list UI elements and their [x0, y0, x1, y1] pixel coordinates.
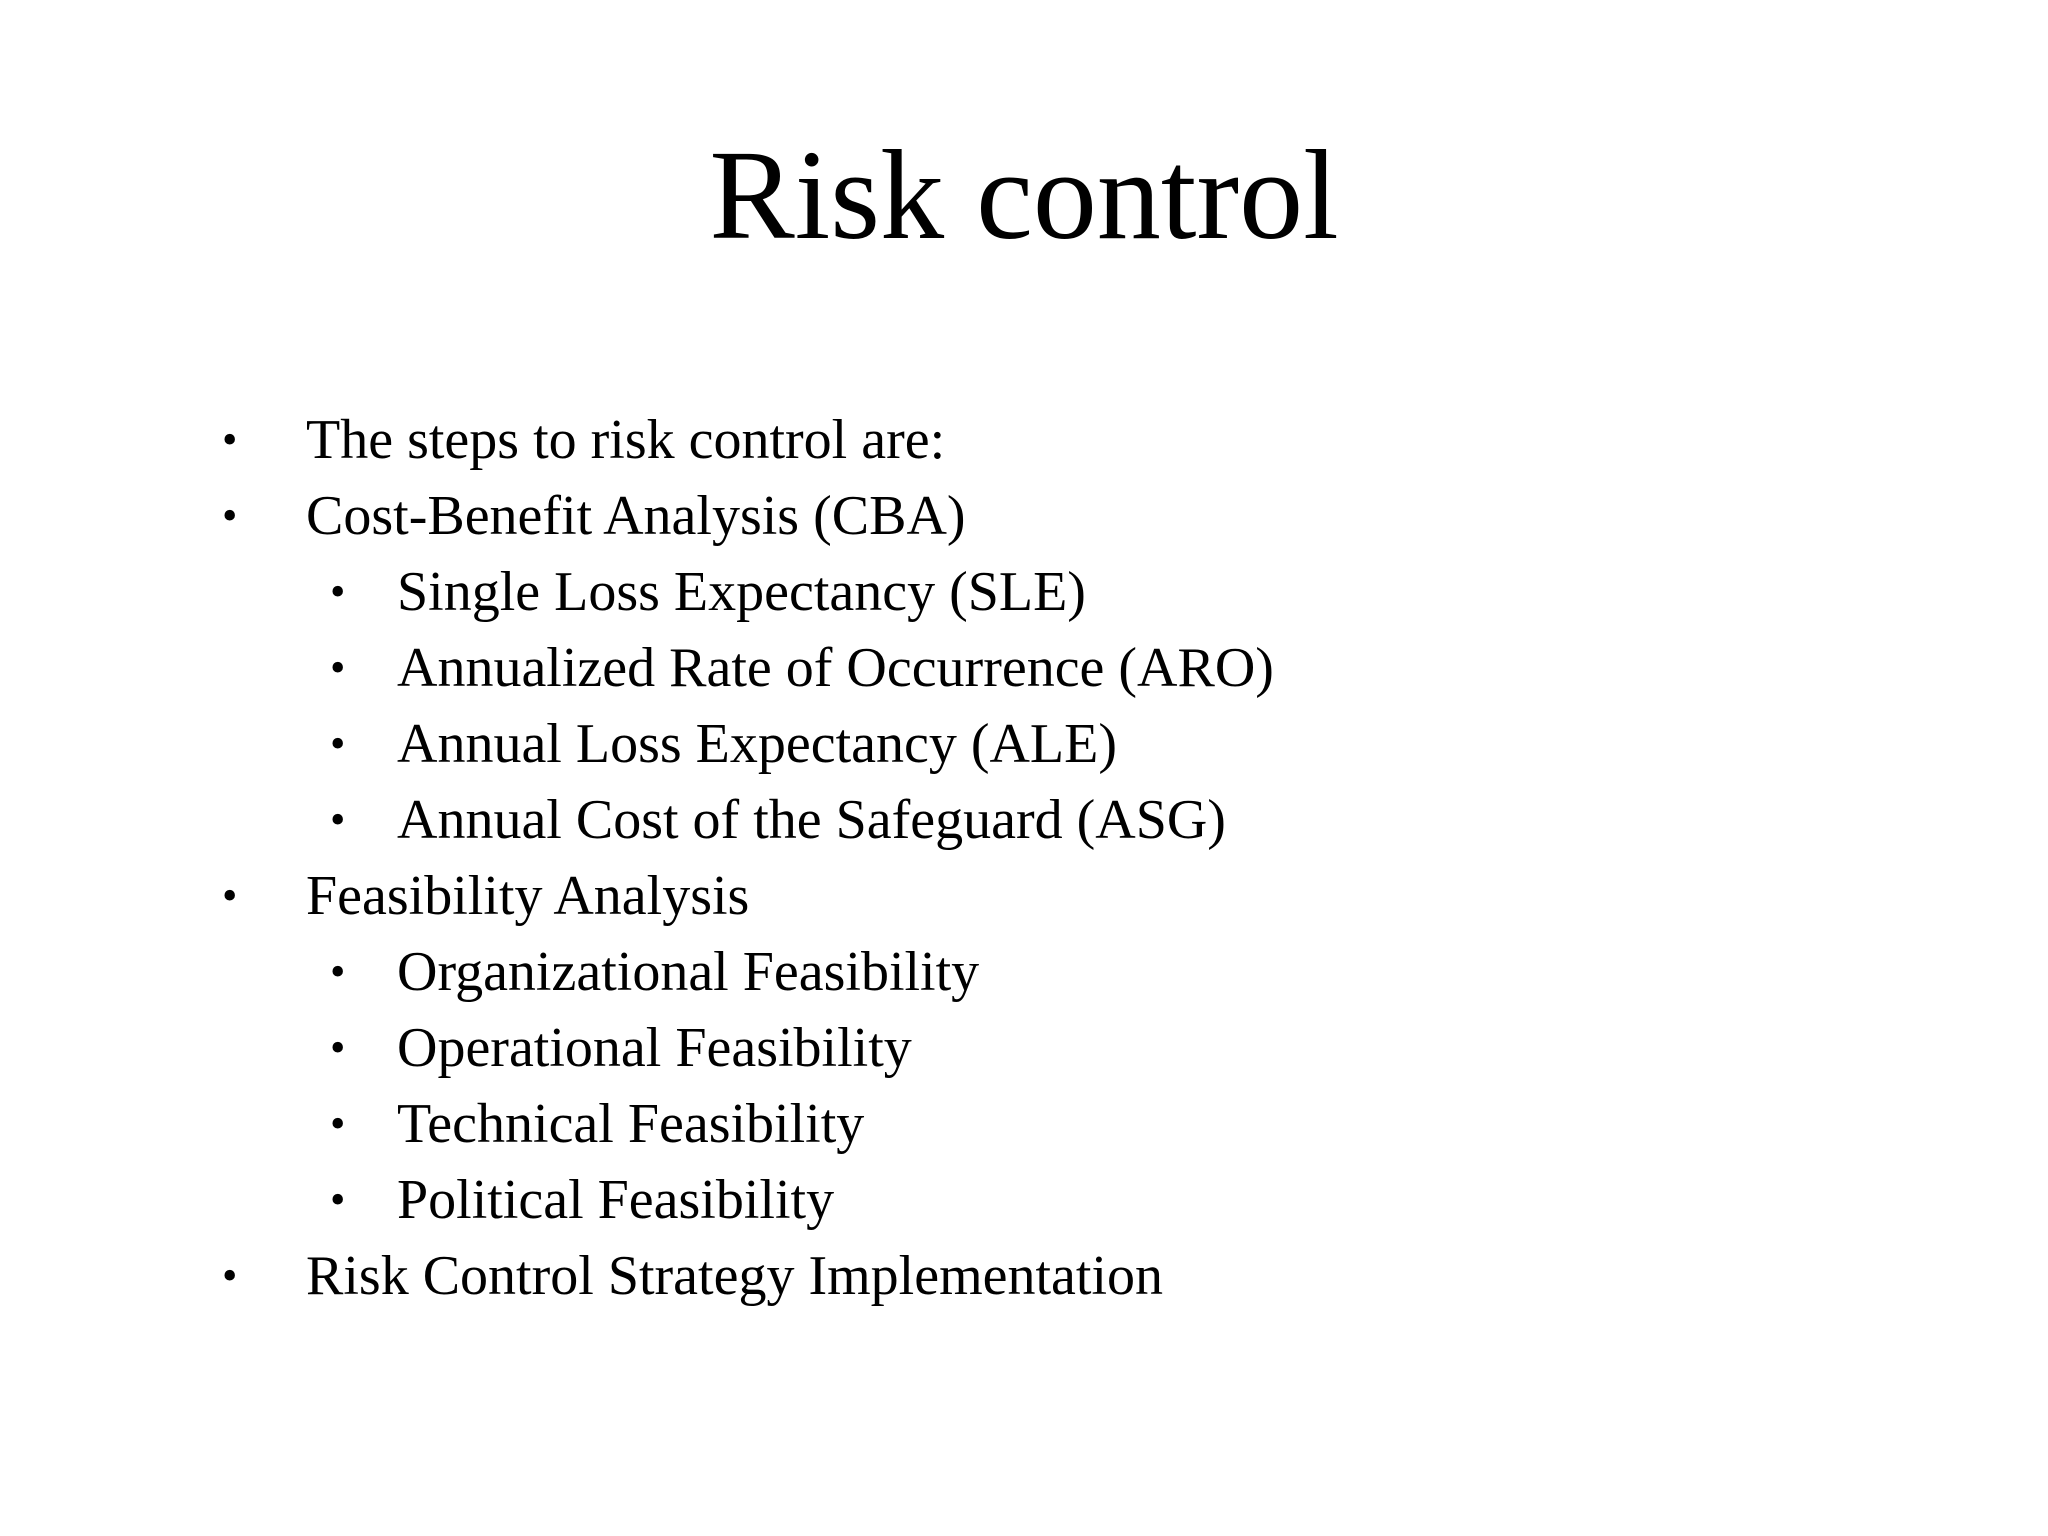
bullet-icon: • [330, 795, 346, 844]
bullet-icon: • [222, 1251, 238, 1300]
list-item [0, 934, 2048, 1010]
list-item-text: Political Feasibility [397, 1169, 835, 1231]
list-item [0, 1162, 2048, 1238]
bullet-icon: • [330, 947, 346, 996]
bullet-icon: • [330, 1099, 346, 1148]
bullet-icon: • [330, 567, 346, 616]
list-item [0, 478, 2048, 554]
list-item-text: Annual Cost of the Safeguard (ASG) [397, 789, 1226, 851]
list-item [0, 782, 2048, 858]
slide-title: Risk control [709, 124, 1339, 266]
list-item [0, 554, 2048, 630]
bullet-list [0, 402, 2048, 1314]
list-item-text: Feasibility Analysis [306, 865, 750, 927]
bullet-icon: • [330, 643, 346, 692]
list-item-text: The steps to risk control are: [306, 409, 946, 471]
list-item-text: Annual Loss Expectancy (ALE) [397, 713, 1117, 775]
list-item [0, 630, 2048, 706]
bullet-icon: • [222, 871, 238, 920]
bullet-icon: • [330, 719, 346, 768]
list-item-text: Technical Feasibility [397, 1093, 865, 1155]
list-item [0, 1086, 2048, 1162]
bullet-icon: • [222, 415, 238, 464]
list-item [0, 858, 2048, 934]
list-item-text: Annualized Rate of Occurrence (ARO) [397, 637, 1274, 699]
list-item [0, 1010, 2048, 1086]
list-item-text: Operational Feasibility [397, 1017, 912, 1079]
list-item-text: Cost-Benefit Analysis (CBA) [306, 485, 966, 547]
list-item-text: Single Loss Expectancy (SLE) [397, 561, 1086, 623]
list-item-text: Risk Control Strategy Implementation [306, 1245, 1164, 1307]
list-item [0, 1238, 2048, 1314]
list-item [0, 402, 2048, 478]
list-item-text: Organizational Feasibility [397, 941, 980, 1003]
bullet-icon: • [330, 1175, 346, 1224]
bullet-icon: • [222, 491, 238, 540]
bullet-icon: • [330, 1023, 346, 1072]
list-item [0, 706, 2048, 782]
